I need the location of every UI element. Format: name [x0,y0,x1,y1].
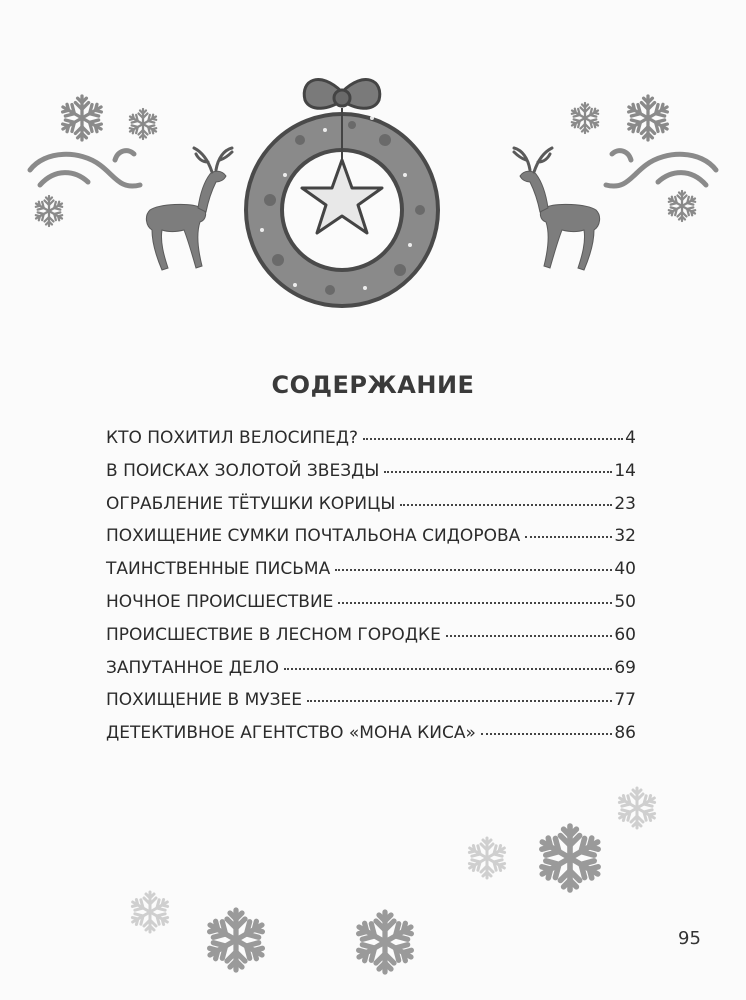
snowflake-icon [467,838,508,878]
toc-entry-page: 40 [614,559,636,580]
toc-entry-page: 32 [614,526,636,547]
swirl-ornament-icon [606,151,716,186]
toc-entry-title: КТО ПОХИТИЛ ВЕЛОСИПЕД? [106,428,359,448]
snowflake-icon [130,892,171,932]
toc-entry-page: 60 [614,624,636,645]
snowflake-icon [626,96,671,140]
toc-entry-title: В ПОИСКАХ ЗОЛОТОЙ ЗВЕЗДЫ [106,460,380,481]
deer-icon [146,148,232,270]
dot-leader [400,504,612,506]
toc-entry-title: ПРОИСШЕСТВИЕ В ЛЕСНОМ ГОРОДКЕ [106,624,441,645]
toc-entry[interactable] [106,625,636,658]
table-of-contents [106,428,636,756]
toc-entry[interactable] [106,461,636,494]
snowflake-icon [128,109,158,139]
toc-entry-title: ТАИНСТВЕННЫЕ ПИСЬМА [106,559,331,580]
snowflake-icon [206,910,267,970]
toc-entry-title: ДЕТЕКТИВНОЕ АГЕНТСТВО «МОНА КИСА» [106,723,476,744]
toc-entry-title: ЗАПУТАННОЕ ДЕЛО [106,657,279,678]
toc-entry[interactable] [106,723,636,756]
swirl-ornament-icon [30,151,140,186]
toc-entry-title: НОЧНОЕ ПРОИСШЕСТВИЕ [106,591,334,612]
toc-entry-title: ОГРАБЛЕНИЕ ТЁТУШКИ КОРИЦЫ [106,493,396,514]
toc-entry-page: 77 [614,690,636,711]
toc-entry-page: 14 [614,460,636,481]
toc-entry-title: ПОХИЩЕНИЕ В МУЗЕЕ [106,690,302,711]
toc-entry[interactable] [106,690,636,723]
toc-entry[interactable] [106,494,636,527]
toc-entry[interactable] [106,592,636,625]
toc-entry-page: 23 [614,493,636,514]
snowflake-icon [667,191,697,221]
snowflake-icon [34,196,64,226]
dot-leader [384,471,612,473]
toc-entry[interactable] [106,526,636,559]
snowflake-icon [537,826,602,890]
dot-leader [481,733,613,735]
dot-leader [338,602,612,604]
snowflake-icon [60,96,105,140]
toc-entry-page: 50 [614,591,636,612]
dot-leader [307,700,612,702]
dot-leader [446,635,612,637]
dot-leader [335,569,612,571]
toc-entry-page: 4 [625,428,636,448]
toc-entry-title: ПОХИЩЕНИЕ СУМКИ ПОЧТАЛЬОНА СИДОРОВА [106,526,521,547]
toc-entry-page: 69 [614,657,636,678]
toc-title: СОДЕРЖАНИЕ [271,371,475,399]
toc-entry-page: 86 [614,723,636,744]
dot-leader [284,668,612,670]
dot-leader [525,536,612,538]
toc-entry[interactable] [106,428,636,461]
page-number: 95 [678,928,701,949]
snowflake-icon [570,103,600,133]
snowflake-icon [617,788,658,828]
snowflake-icon [355,912,416,972]
dot-leader [363,438,623,440]
deer-icon [514,148,600,270]
toc-entry[interactable] [106,559,636,592]
toc-entry[interactable] [106,658,636,691]
